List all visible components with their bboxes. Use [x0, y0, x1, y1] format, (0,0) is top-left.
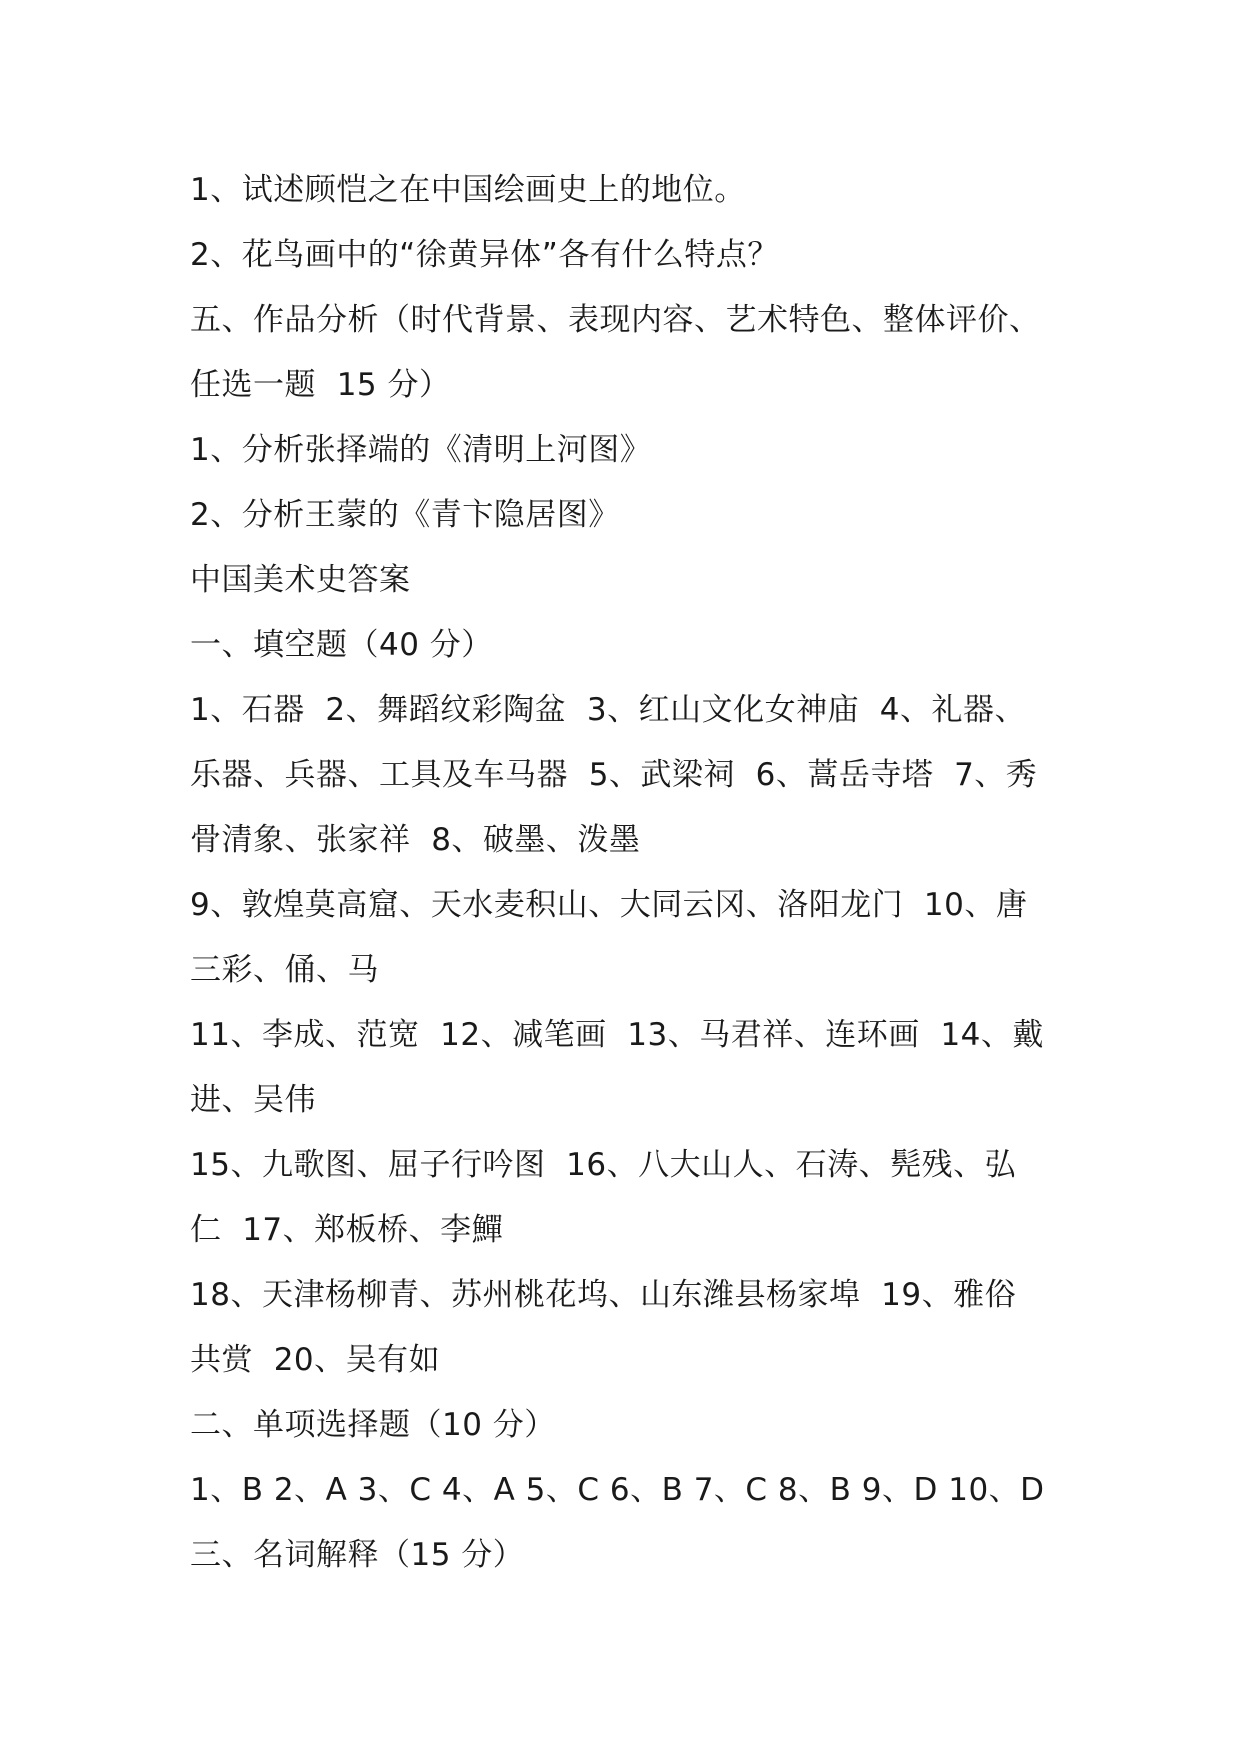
answer-line: 骨清象、张家祥 8、破墨、泼墨: [190, 822, 641, 858]
answer-line: 乐器、兵器、工具及车马器 5、武梁祠 6、蒿岳寺塔 7、秀: [190, 757, 1038, 793]
answer-section-three-heading: 三、名词解释（15 分）: [190, 1537, 525, 1573]
section-five-heading: 五、作品分析（时代背景、表现内容、艺术特色、整体评价、: [190, 302, 1041, 338]
question-qingming: 1、分析张择端的《清明上河图》: [190, 432, 652, 468]
document-body: [190, 158, 1070, 1588]
answer-line: 18、天津杨柳青、苏州桃花坞、山东潍县杨家埠 19、雅俗: [190, 1277, 1017, 1313]
answer-section-two-heading: 二、单项选择题（10 分）: [190, 1407, 556, 1443]
answer-line: 三彩、俑、马: [190, 952, 379, 988]
question-qingbian: 2、分析王蒙的《青卞隐居图》: [190, 497, 620, 533]
answer-line: 仁 17、郑板桥、李鱓: [190, 1212, 504, 1248]
answer-line: 共赏 20、吴有如: [190, 1342, 441, 1378]
answer-choice-list: 1、B 2、A 3、C 4、A 5、C 6、B 7、C 8、B 9、D 10、D: [190, 1472, 1045, 1508]
answer-line: 1、石器 2、舞蹈纹彩陶盆 3、红山文化女神庙 4、礼器、: [190, 692, 1027, 728]
answer-line: 11、李成、范宽 12、减笔画 13、马君祥、连环画 14、戴: [190, 1017, 1044, 1053]
answer-section-one-heading: 一、填空题（40 分）: [190, 627, 493, 663]
answer-line: 进、吴伟: [190, 1082, 316, 1118]
answer-title: 中国美术史答案: [190, 562, 411, 598]
question-gu-kaizhi: 1、试述顾恺之在中国绘画史上的地位。: [190, 172, 746, 208]
section-five-heading-cont: 任选一题 15 分）: [190, 367, 451, 403]
question-xu-huang: 2、花鸟画中的“徐黄异体”各有什么特点？: [190, 237, 779, 273]
answer-line: 15、九歌图、屈子行吟图 16、八大山人、石涛、髡残、弘: [190, 1147, 1017, 1183]
answer-line: 9、敦煌莫高窟、天水麦积山、大同云冈、洛阳龙门 10、唐: [190, 887, 1028, 923]
